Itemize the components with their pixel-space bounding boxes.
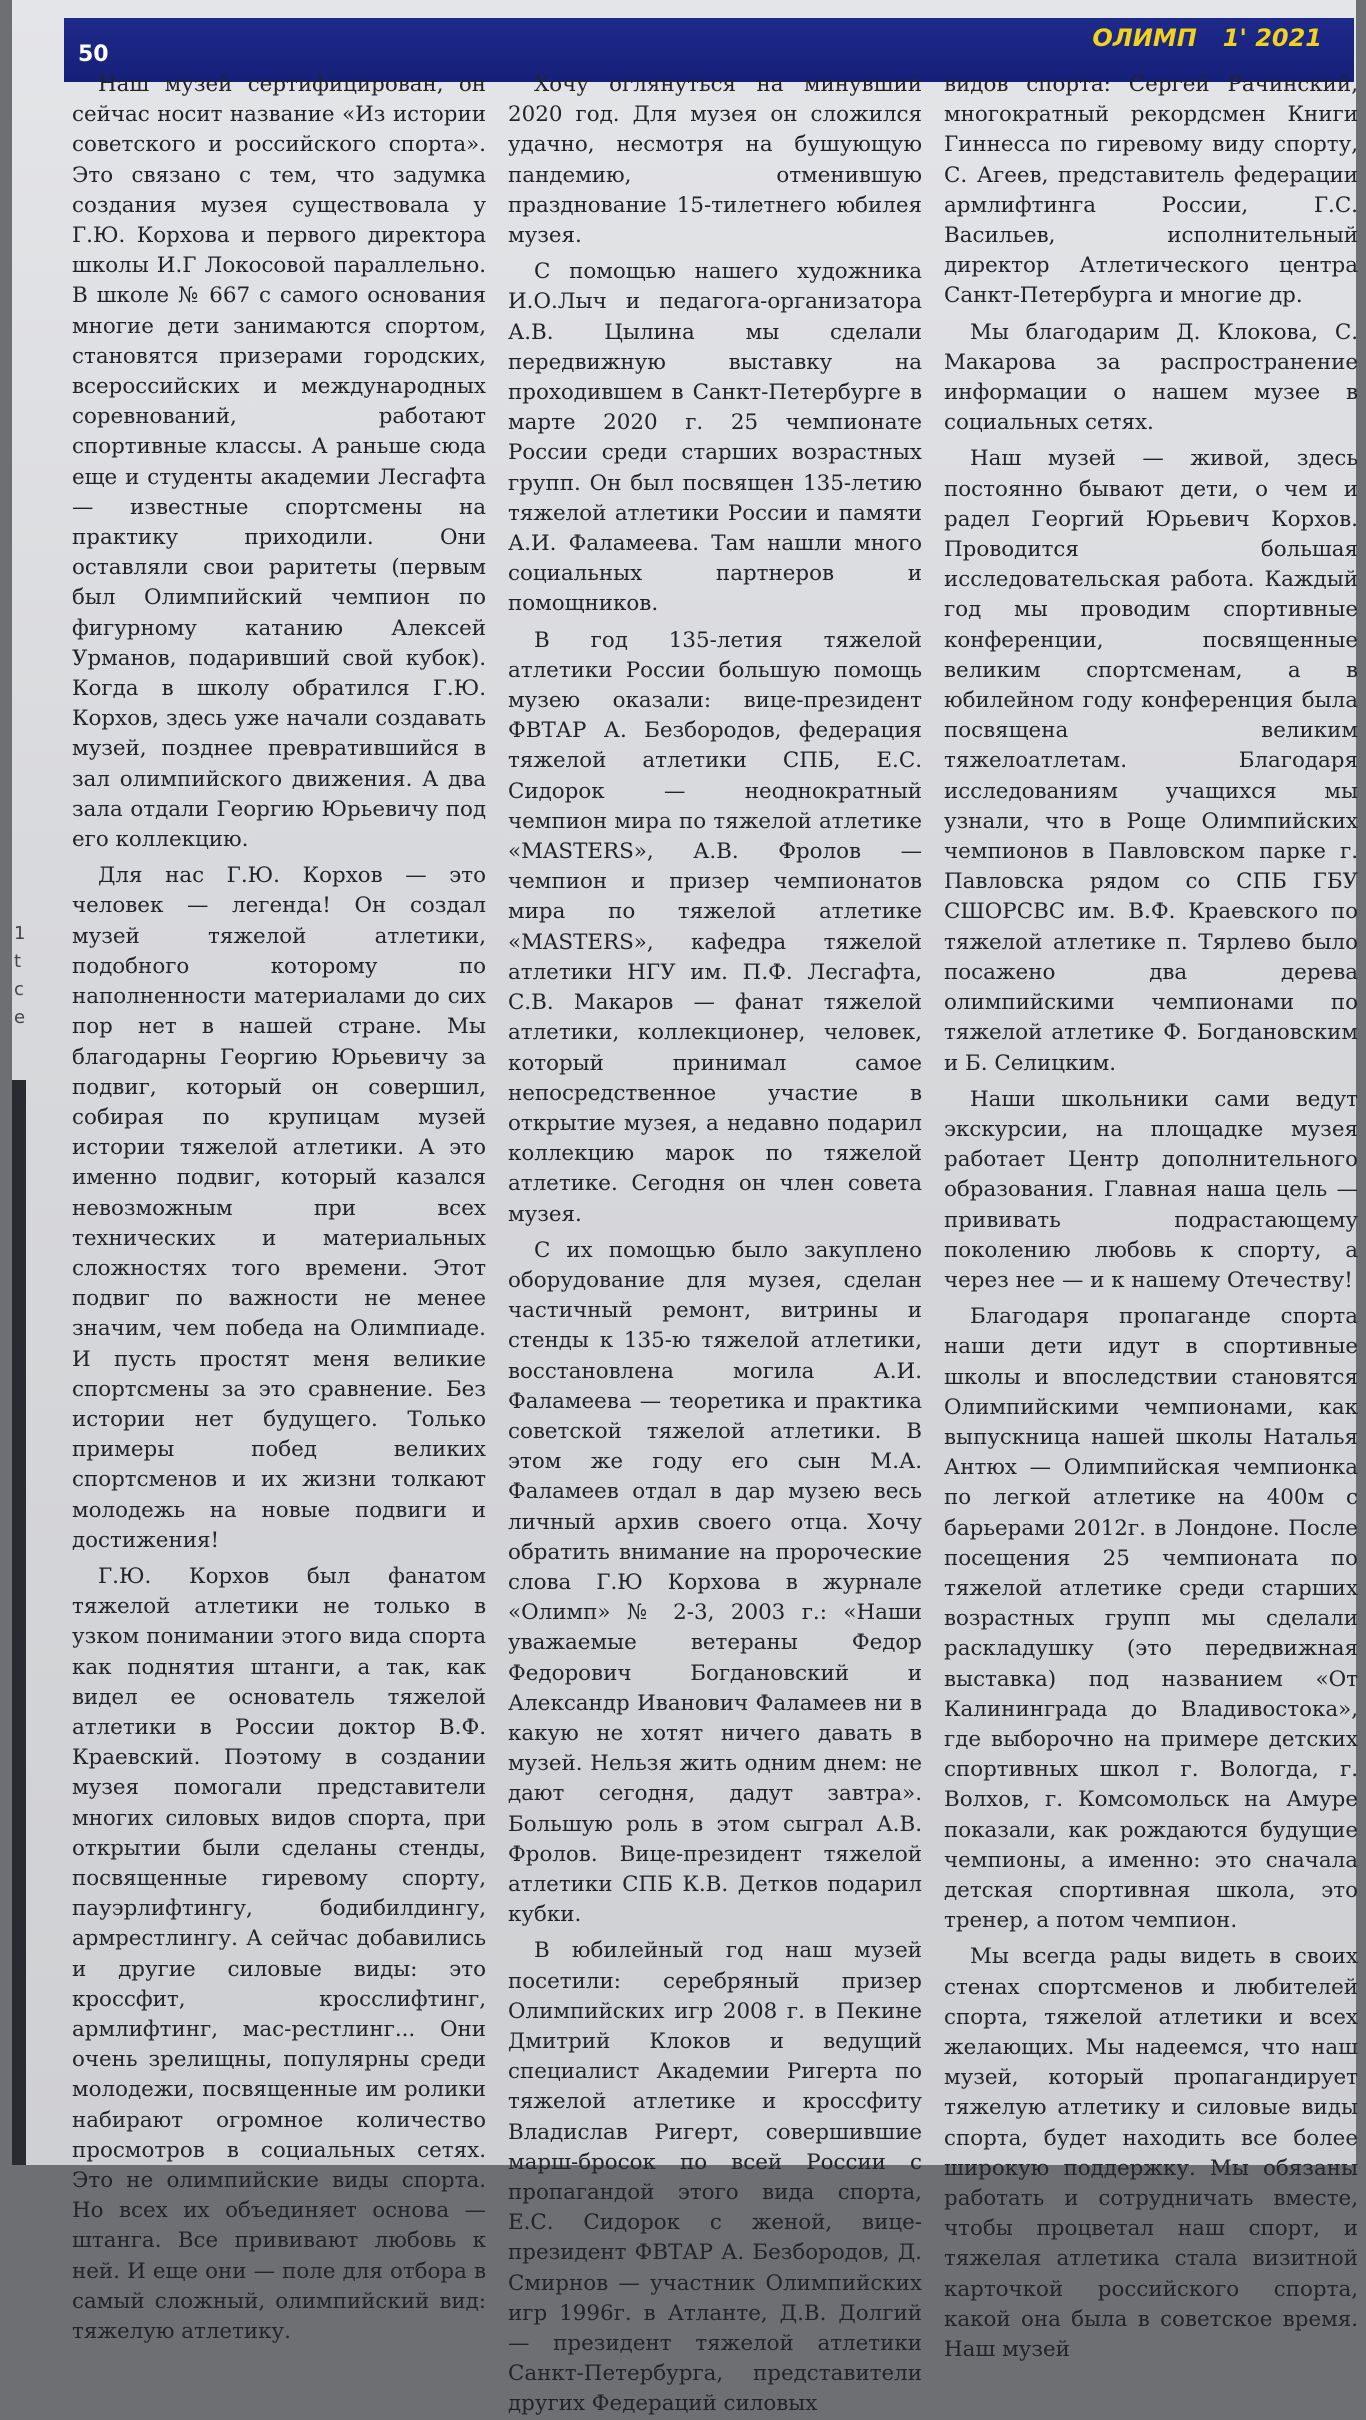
edge-char: 1 [14,923,26,944]
edge-char: e [14,1007,26,1028]
paragraph: В год 135-летия тяжелой атлетики России большую помощь музею оказали: вице-президент ФВТАР А. Безбородов, федерация тяжелой атлетики СПБ, Е.С. Сидорок — неоднократный чемпион мира по тяжелой атлетике «MASTERS», А.В. Фролов — чемпион и призер чемпионатов мира по тяжелой атлетике «MASTERS», кафедра тяжелой атлетики НГУ им. П.Ф. Лесгафта, С.В. Макаров — фанат тяжелой атлетики, коллекционер, человек, который принимал самое непосредственное участие в открытие музея, а недавно подарил коллекцию марок по тяжелой атлетике. Сегодня он член совета музея. [508,627,922,1227]
magazine-title: ОЛИМП [1092,24,1197,52]
paragraph: Для нас Г.Ю. Корхов — это человек — легенда! Он создал музей тяжелой атлетики, подобного которому по наполненности материалами до сих пор нет в нашей стране. Мы благодарны Георгию Юрьевичу за подвиг, который он совершил, собирая по крупицам музей истории тяжелой атлетики. А это именно подвиг, который казался невозможным при всех технических и материальных сложностях того времени. Этот подвиг по важности не менее значим, чем победа на Олимпиаде. И пусть простят меня великие спортсмены за это сравнение. Без истории нет будущего. Только примеры побед великих спортсменов и их жизни толкают молодежь на новые подвиги и достижения! [72,863,486,1553]
edge-char: c [14,979,24,1000]
issue-number: 1' 2021 [1222,24,1322,52]
column-2 [508,70,922,2417]
paragraph: Хочу оглянуться на минувший 2020 год. Для музея он сложился удачно, несмотря на бушующую пандемию, отменившую празднование 15-тилетнего юбилея музея. [508,72,922,249]
paragraph: Наши школьники сами ведут экскурсии, на площадке музея работает Центр дополнительного образования. Главная наша цель — прививать подрастающему поколению любовь к спорту, а через нее — и к нашему Отечеству! [944,1086,1358,1293]
paragraph: С их помощью было закуплено оборудование для музея, сделан частичный ремонт, витрины и стенды к 135-ю тяжелой атлетики, восстановлена могила А.И. Фаламеева — теоретика и практика советской тяжелой атлетики. В этом же году его сын М.А. Фаламеев отдал в дар музею весь личный архив своего отца. Хочу обратить внимание на пророческие слова Г.Ю Корхова в журнале «Олимп» № 2-3, 2003 г.: «Наши уважаемые ветераны Федор Федорович Богдановский и Александр Иванович Фаламеев ни в какую не хотят ничего давать в музей. Нельзя жить одним днем: не дают сегодня, дадут завтра». Большую роль в этом сыграл А.В. Фролов. Вице-президент тяжелой атлетики СПБ К.В. Детков подарил кубки. [508,1237,922,1928]
article-body [72,70,1358,2417]
column-1 [72,70,486,2345]
binding-shadow [12,1080,26,2165]
paragraph: Мы всегда рады видеть в своих стенах спортсменов и любителей спорта, тяжелой атлетики и всех желающих. Мы надеемся, что наш музей, который пропагандирует тяжелую атлетику и силовые виды спорта, будет находить все более широкую поддержку. Мы обязаны работать и сотрудничать вместе, чтобы процветал наш спорт, и тяжелая атлетика стала визитной карточкой российского спорта, какой она была в советское время. Наш музей [944,1944,1358,2363]
paragraph: С помощью нашего художника И.О.Лыч и педагога-организатора А.В. Цылина мы сделали передвижную выставку на проходившем в Санкт-Петербурге в марте 2020 г. 25 чемпионате России среди старших возрастных групп. Он был посвящен 135-летию тяжелой атлетики России и памяти А.И. Фаламеева. Там нашли много социальных партнеров и помощников. [508,259,922,617]
paragraph: Г.Ю. Корхов был фанатом тяжелой атлетики не только в узком понимании этого вида спорта как поднятия штанги, а так, как видел ее основатель тяжелой атлетики в России доктор В.Ф. Краевский. Поэтому в создании музея помогали представители многих силовых видов спорта, при открытии были сделаны стенды, посвященные гиревому спорту, пауэрлифтингу, бодибилдингу, армрестлингу. А сейчас добавились и другие силовые виды: это кроссфит, кросслифтинг, армлифтинг, мас-рестлинг... Они очень зрелищны, популярны среди молодежи, посвященные им ролики набирают огромное количество просмотров в социальных сетях. Это не олимпийские виды спорта. Но всех их объединяет основа — штанга. Все прививают любовь к ней. И еще они — поле для отбора в самый сложный, олимпийский вид: тяжелую атлетику. [72,1563,486,2345]
column-3 [944,70,1358,2363]
paragraph: Благодаря пропаганде спорта наши дети идут в спортивные школы и впоследствии становятся Олимпийскими чемпионами, как выпускница нашей школы Наталья Антюх — Олимпийская чемпионка по легкой атлетике на 400м с барьерами 2012г. в Лондоне. После посещения 25 чемпионата по тяжелой атлетике среди старших возрастных групп мы сделали раскладушку (это передвижная выставка) под названием «От Калининграда до Владивостока», где выборочно на примере детских спортивных школ г. Вологда, г. Волхов, г. Комсомольск на Амуре показали, как рождаются будущие чемпионы, а именно: это сначала детская спортивная школа, это тренер, а потом чемпион. [944,1304,1358,1934]
page-number: 50 [78,42,109,67]
paragraph: видов спорта: Сергей Рачинский, многократный рекордсмен Книги Гиннесса по гиревому виду спорту, С. Агеев, представитель федерации армлифтинга России, Г.С. Васильев, исполнительный директор Атлетического центра Санкт-Петербурга и многие др. [944,72,1358,309]
magazine-masthead [1092,24,1322,52]
paragraph: Мы благодарим Д. Клокова, С. Макарова за распространение информации о нашем музее в социальных сетях. [944,319,1358,436]
edge-char: t [14,951,22,972]
paragraph: В юбилейный год наш музей посетили: серебряный призер Олимпийских игр 2008 г. в Пекине Дмитрий Клоков и ведущий специалист Академии Ригерта по тяжелой атлетике и кроссфиту Владислав Ригерт, совершившие марш-бросок по всей России с пропагандой этого вида спорта, Е.С. Сидорок с женой, вице-президент ФВТАР А. Безбородов, Д. Смирнов — участник Олимпийских игр 1996г. в Атланте, Д.В. Долгий — президент тяжелой атлетики Санкт-Петербурга, представители других Федераций силовых [508,1938,922,2417]
adjacent-page-edge [14,920,25,1032]
magazine-page [12,0,1358,2417]
paragraph: Наш музей сертифицирован, он сейчас носит название «Из истории советского и российского спорта». Это связано с тем, что задумка создания музея существовала у Г.Ю. Корхова и первого директора школы И.Г Локосовой параллельно. В школе № 667 с самого основания многие дети занимаются спортом, становятся призерами городских, всероссийских и международных соревнований, работают спортивные классы. А раньше сюда еще и студенты академии Лесгафта — известные спортсмены на практику приходили. Они оставляли свои раритеты (первым был Олимпийский чемпион по фигурному катанию Алексей Урманов, подаривший свой кубок). Когда в школу обратился Г.Ю. Корхов, здесь уже начали создавать музей, позднее превратившийся в зал олимпийского движения. А два зала отдали Георгию Юрьевичу под его коллекцию. [72,72,486,853]
paragraph: Наш музей — живой, здесь постоянно бывают дети, о чем и радел Георгий Юрьевич Корхов. Проводится большая исследовательская работа. Каждый год мы проводим спортивные конференции, посвященные великим спортсменам, а в юбилейном году конференция была посвящена великим тяжелоатлетам. Благодаря исследованиям учащихся мы узнали, что в Роще Олимпийских чемпионов в Павловском парке г. Павловска рядом со СПБ ГБУ СШОРСВС им. В.Ф. Краевского по тяжелой атлетике п. Тярлево было посажено два дерева олимпийскими чемпионами по тяжелой атлетике Ф. Богдановским и Б. Селицким. [944,446,1358,1076]
